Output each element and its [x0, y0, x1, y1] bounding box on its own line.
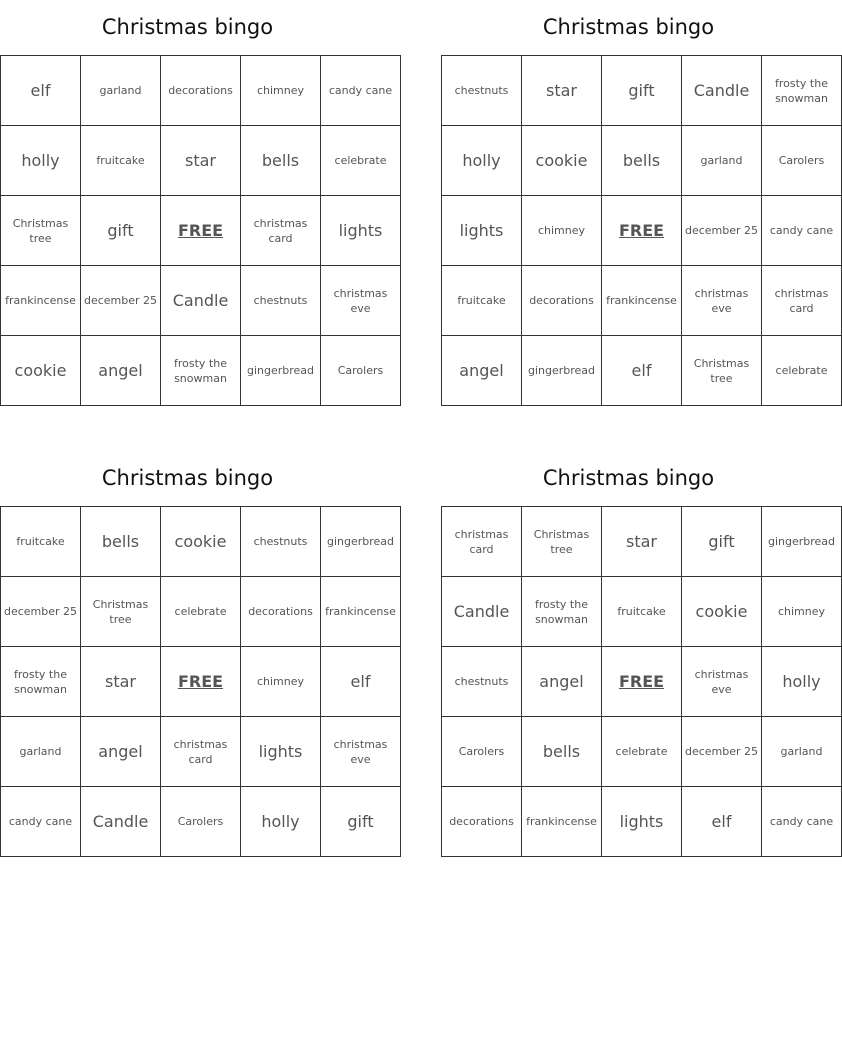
bingo-cell: cookie — [161, 507, 241, 577]
bingo-cell: elf — [682, 787, 762, 857]
bingo-cell: garland — [682, 126, 762, 196]
bingo-cell: Carolers — [321, 336, 401, 406]
bingo-row — [1, 647, 401, 717]
bingo-cell: angel — [81, 336, 161, 406]
bingo-cell: Candle — [442, 577, 522, 647]
free-space: FREE — [161, 647, 241, 717]
bingo-cell: celebrate — [762, 336, 842, 406]
bingo-cell: decorations — [161, 56, 241, 126]
bingo-cell: holly — [442, 126, 522, 196]
bingo-cell: angel — [522, 647, 602, 717]
bingo-cell: gingerbread — [241, 336, 321, 406]
bingo-row — [1, 56, 401, 126]
bingo-cell: candy cane — [762, 787, 842, 857]
bingo-cell: chimney — [241, 647, 321, 717]
bingo-cell: frankincense — [602, 266, 682, 336]
bingo-cell: celebrate — [321, 126, 401, 196]
bingo-card-4 — [441, 451, 836, 857]
bingo-cell: Christmas tree — [522, 507, 602, 577]
bingo-card-2 — [441, 0, 834, 406]
free-space: FREE — [602, 196, 682, 266]
bingo-row — [442, 56, 842, 126]
bingo-grid — [0, 506, 401, 857]
bingo-cell: chimney — [241, 56, 321, 126]
bingo-row — [1, 336, 401, 406]
bingo-cell: christmas card — [241, 196, 321, 266]
bingo-cell: frankincense — [522, 787, 602, 857]
bingo-cell: christmas eve — [682, 266, 762, 336]
bingo-cell: garland — [1, 717, 81, 787]
bingo-cell: christmas card — [161, 717, 241, 787]
bingo-cell: fruitcake — [1, 507, 81, 577]
bingo-cell: chestnuts — [442, 647, 522, 717]
bingo-cell: december 25 — [682, 717, 762, 787]
bingo-cell: holly — [1, 126, 81, 196]
bingo-cell: star — [602, 507, 682, 577]
bingo-cell: Carolers — [161, 787, 241, 857]
free-space: FREE — [161, 196, 241, 266]
bingo-row — [442, 717, 842, 787]
bingo-cell: chimney — [522, 196, 602, 266]
bingo-row — [442, 507, 842, 577]
bingo-cell: gingerbread — [762, 507, 842, 577]
bingo-cell: chestnuts — [241, 266, 321, 336]
bingo-cell: decorations — [241, 577, 321, 647]
bingo-cell: elf — [1, 56, 81, 126]
bingo-cell: candy cane — [321, 56, 401, 126]
bingo-cell: christmas card — [442, 507, 522, 577]
bingo-cell: holly — [241, 787, 321, 857]
bingo-cell: christmas card — [762, 266, 842, 336]
bingo-row — [1, 717, 401, 787]
bingo-card-1 — [0, 0, 393, 406]
bingo-cell: chestnuts — [241, 507, 321, 577]
bingo-row — [442, 266, 842, 336]
bingo-cell: Candle — [161, 266, 241, 336]
bingo-cell: lights — [241, 717, 321, 787]
bingo-grid — [0, 55, 401, 406]
bingo-cell: december 25 — [682, 196, 762, 266]
bingo-row — [1, 126, 401, 196]
bingo-cell: elf — [321, 647, 401, 717]
bingo-row — [442, 647, 842, 717]
bingo-cell: Carolers — [442, 717, 522, 787]
bingo-cell: candy cane — [1, 787, 81, 857]
bingo-cell: star — [161, 126, 241, 196]
bingo-row — [442, 126, 842, 196]
bingo-cell: decorations — [522, 266, 602, 336]
bingo-cell: lights — [442, 196, 522, 266]
bingo-cell: holly — [762, 647, 842, 717]
bingo-row — [1, 266, 401, 336]
bingo-cell: gift — [81, 196, 161, 266]
bingo-cell: garland — [81, 56, 161, 126]
bingo-cell: lights — [602, 787, 682, 857]
bingo-cell: candy cane — [762, 196, 842, 266]
bingo-grid — [441, 55, 842, 406]
bingo-cell: bells — [522, 717, 602, 787]
bingo-cell: angel — [81, 717, 161, 787]
bingo-cell: cookie — [682, 577, 762, 647]
bingo-cell: frosty the snowman — [762, 56, 842, 126]
bingo-row — [442, 196, 842, 266]
bingo-cell: gift — [682, 507, 762, 577]
card-title: Christmas bingo — [542, 466, 715, 490]
bingo-cell: Carolers — [762, 126, 842, 196]
bingo-cell: bells — [602, 126, 682, 196]
card-title: Christmas bingo — [542, 15, 715, 39]
bingo-card-3 — [0, 451, 396, 857]
bingo-row — [1, 787, 401, 857]
bingo-cell: garland — [762, 717, 842, 787]
bingo-cell: angel — [442, 336, 522, 406]
bingo-cell: star — [522, 56, 602, 126]
bingo-cell: christmas eve — [321, 717, 401, 787]
bingo-cell: Christmas tree — [682, 336, 762, 406]
bingo-cell: frankincense — [1, 266, 81, 336]
card-title: Christmas bingo — [101, 15, 274, 39]
bingo-row — [1, 196, 401, 266]
bingo-cell: Candle — [682, 56, 762, 126]
bingo-cell: december 25 — [81, 266, 161, 336]
bingo-row — [442, 336, 842, 406]
bingo-cell: december 25 — [1, 577, 81, 647]
bingo-cell: christmas eve — [682, 647, 762, 717]
bingo-cell: bells — [81, 507, 161, 577]
bingo-row — [442, 577, 842, 647]
bingo-cell: christmas eve — [321, 266, 401, 336]
bingo-cell: star — [81, 647, 161, 717]
card-title: Christmas bingo — [101, 466, 274, 490]
bingo-cell: frosty the snowman — [161, 336, 241, 406]
bingo-cell: chestnuts — [442, 56, 522, 126]
bingo-cell: fruitcake — [81, 126, 161, 196]
bingo-cell: frosty the snowman — [1, 647, 81, 717]
bingo-cell: lights — [321, 196, 401, 266]
bingo-cell: celebrate — [602, 717, 682, 787]
bingo-row — [442, 787, 842, 857]
bingo-cell: gingerbread — [321, 507, 401, 577]
bingo-grid — [441, 506, 842, 857]
bingo-cell: fruitcake — [602, 577, 682, 647]
bingo-cell: cookie — [1, 336, 81, 406]
bingo-cell: Candle — [81, 787, 161, 857]
bingo-cell: frankincense — [321, 577, 401, 647]
bingo-cell: chimney — [762, 577, 842, 647]
bingo-cell: elf — [602, 336, 682, 406]
bingo-cell: Christmas tree — [81, 577, 161, 647]
bingo-cell: bells — [241, 126, 321, 196]
bingo-cell: frosty the snowman — [522, 577, 602, 647]
bingo-cell: fruitcake — [442, 266, 522, 336]
free-space: FREE — [602, 647, 682, 717]
bingo-cell: decorations — [442, 787, 522, 857]
bingo-row — [1, 507, 401, 577]
bingo-cell: gift — [321, 787, 401, 857]
bingo-cell: Christmas tree — [1, 196, 81, 266]
bingo-row — [1, 577, 401, 647]
bingo-cell: celebrate — [161, 577, 241, 647]
bingo-cell: cookie — [522, 126, 602, 196]
bingo-cell: gingerbread — [522, 336, 602, 406]
bingo-cell: gift — [602, 56, 682, 126]
